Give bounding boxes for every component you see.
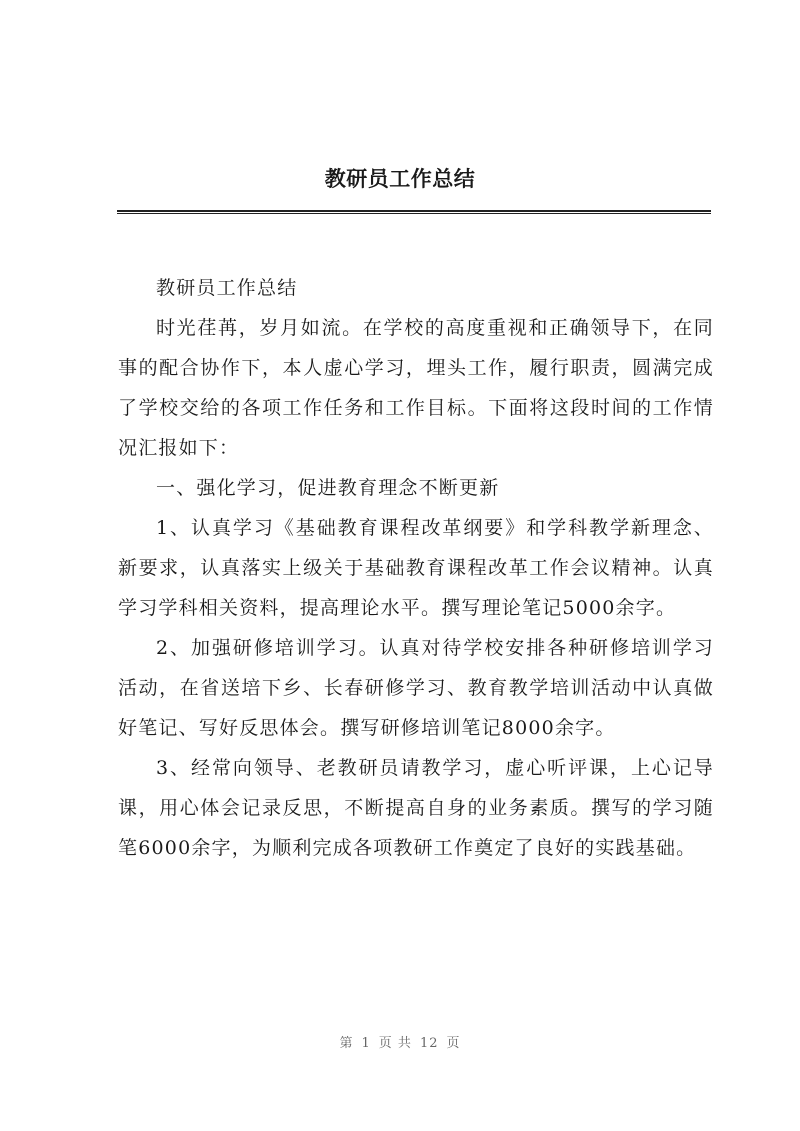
paragraph-item-2: 2、加强研修培训学习。认真对待学校安排各种研修培训学习活动，在省送培下乡、长春研修学习、教育教学培训活动中认真做好笔记、写好反思体会。撰写研修培训笔记8000余字。 xyxy=(118,637,714,739)
paragraph-item-3: 3、经常向领导、老教研员请教学习，虚心听评课，上心记导课，用心体会记录反思，不断提高自身的业务素质。撰写的学习随笔6000余字，为顺利完成各项教研工作奠定了良好的实践基础。 xyxy=(118,757,714,859)
document-body xyxy=(118,268,714,868)
document-title: 教研员工作总结 xyxy=(324,167,476,191)
footer-label-pages: 页 xyxy=(446,1036,461,1051)
page-footer xyxy=(0,1032,800,1051)
footer-current-page: 1 xyxy=(361,1036,371,1051)
footer-total-pages: 12 xyxy=(419,1036,439,1051)
footer-label-of: 页 共 xyxy=(378,1036,412,1051)
section-heading-1: 一、强化学习，促进教育理念不断更新 xyxy=(156,477,500,499)
paragraph-heading: 教研员工作总结 xyxy=(156,277,298,299)
paragraph-intro: 时光荏苒，岁月如流。在学校的高度重视和正确领导下，在同事的配合协作下，本人虚心学习，埋头工作，履行职责，圆满完成了学校交给的各项工作任务和工作目标。下面将这段时间的工作情况汇报如下： xyxy=(118,317,714,459)
footer-label-page: 第 xyxy=(339,1036,354,1051)
title-divider xyxy=(117,210,711,214)
paragraph-item-1: 1、认真学习《基础教育课程改革纲要》和学科教学新理念、新要求，认真落实上级关于基础教育课程改革工作会议精神。认真学习学科相关资料，提高理论水平。撰写理论笔记5000余字。 xyxy=(118,517,714,619)
